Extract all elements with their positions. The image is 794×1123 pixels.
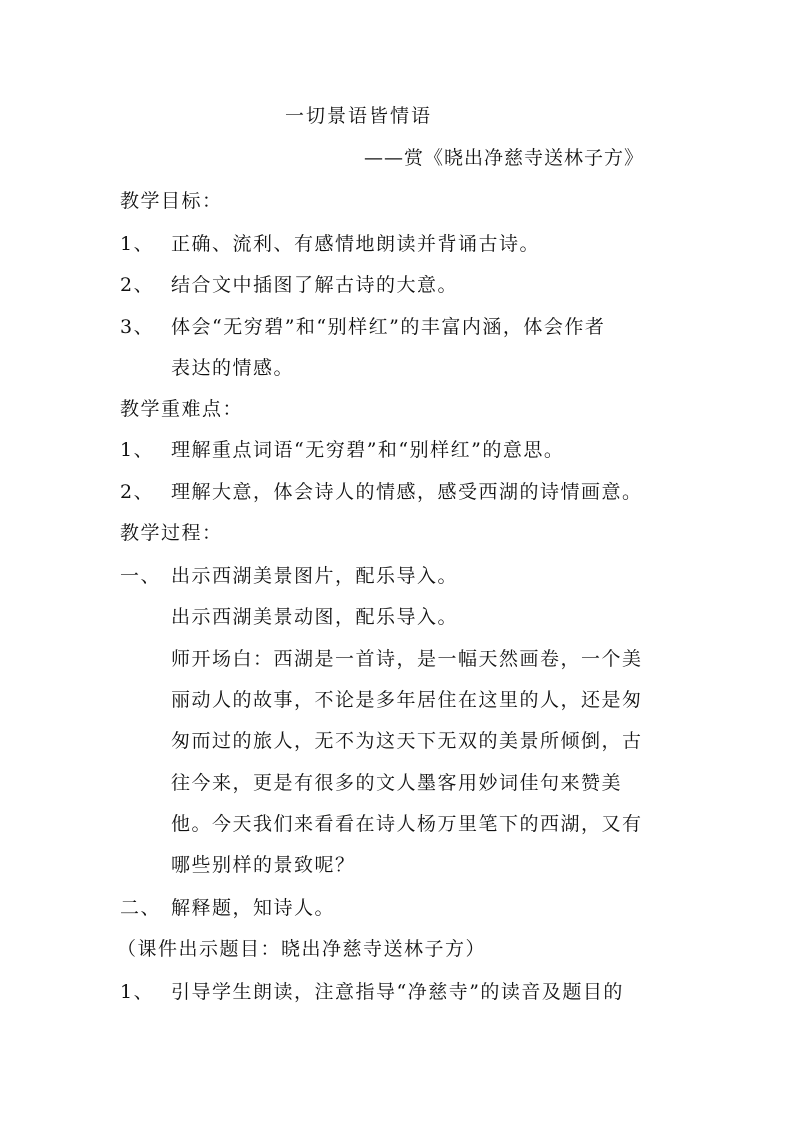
section-1-line-6: 他。今天我们来看看在诗人杨万里笔下的西湖，又有	[171, 813, 643, 835]
objectives-heading: 教学目标：	[120, 190, 223, 212]
key-point-1-number: 1、	[120, 439, 155, 461]
section-1-number: 一、	[120, 565, 162, 587]
section-1-line-7: 哪些别样的景致呢？	[171, 854, 356, 876]
section-1-line-2: 师开场白：西湖是一首诗，是一幅天然画卷，一个美	[171, 648, 643, 670]
document-title: 一切景语皆情语	[285, 105, 433, 127]
section-2-number: 二、	[120, 897, 162, 919]
objective-1-text: 正确、流利、有感情地朗读并背诵古诗。	[171, 233, 541, 255]
document-subtitle: ——赏《晓出净慈寺送林子方》	[364, 147, 645, 169]
section-1-line-1: 出示西湖美景动图，配乐导入。	[171, 606, 459, 628]
section-1-line-4: 匆而过的旅人，无不为这天下无双的美景所倾倒，古	[171, 730, 643, 752]
objective-3-continuation: 表达的情感。	[171, 357, 295, 379]
section-2-title: 解释题，知诗人。	[171, 897, 336, 919]
key-point-2-number: 2、	[120, 481, 155, 503]
section-1-line-5: 往今来，更是有很多的文人墨客用妙词佳句来赞美	[171, 772, 623, 794]
process-heading: 教学过程：	[120, 522, 223, 544]
objective-1-number: 1、	[120, 233, 155, 255]
key-point-1-text: 理解重点词语“无穷碧”和“别样红”的意思。	[171, 439, 565, 461]
section-1-line-3: 丽动人的故事，不论是多年居住在这里的人，还是匆	[171, 689, 643, 711]
objective-2-number: 2、	[120, 274, 155, 296]
section-2-item-1-number: 1、	[120, 981, 155, 1003]
key-point-2-text: 理解大意，体会诗人的情感，感受西湖的诗情画意。	[171, 481, 643, 503]
objective-3-text: 体会“无穷碧”和“别样红”的丰富内涵，体会作者	[171, 316, 606, 338]
key-points-heading: 教学重难点：	[120, 398, 244, 420]
section-2-item-1-text: 引导学生朗读，注意指导“净慈寺”的读音及题目的	[171, 981, 624, 1003]
section-2-note: （课件出示题目：晓出净慈寺送林子方）	[117, 938, 487, 960]
objective-3-number: 3、	[120, 316, 155, 338]
section-1-title: 出示西湖美景图片，配乐导入。	[171, 565, 459, 587]
objective-2-text: 结合文中插图了解古诗的大意。	[171, 274, 459, 296]
